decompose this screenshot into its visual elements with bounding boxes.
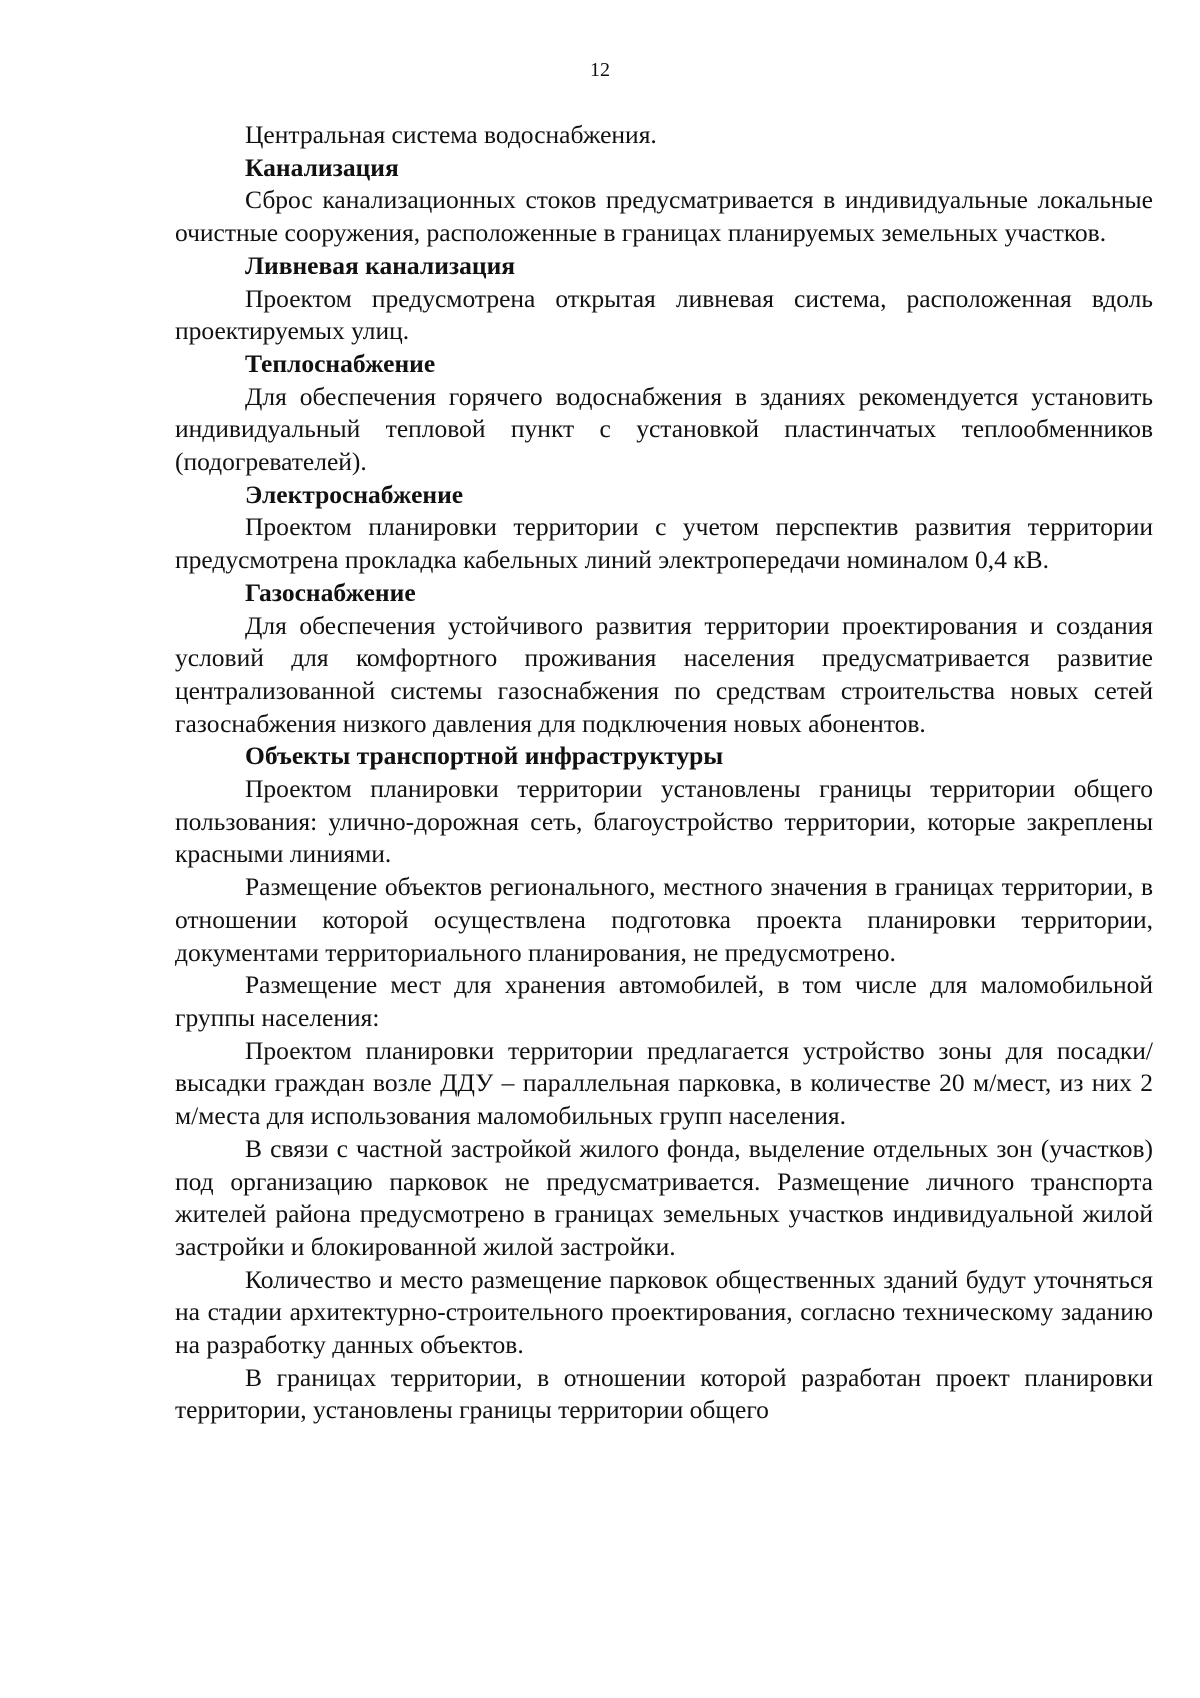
paragraph-water-supply: Центральная система водоснабжения. xyxy=(245,120,657,149)
paragraph-gas-supply: Для обеспечения устойчивого развития территории проектирования и создания условий для комфортного проживания населения предусматривается развитие централизованной системы газоснабжения по средствам строительства новых сетей газоснабжения низкого давления для подключения новых абонентов. xyxy=(175,610,1153,738)
page-number: 12 xyxy=(590,59,610,81)
paragraph-parking-places: Размещение мест для хранения автомобилей, в том числе для маломобильной группы населения: xyxy=(175,970,1153,1032)
paragraph-drop-off-zone: Проектом планировки территории предлагается устройство зоны для посадки/высадки граждан возле ДДУ – параллельная парковка, в количестве 20 м/мест, из них 2 м/места для использования маломобильных групп населения. xyxy=(175,1035,1153,1131)
paragraph-public-territory: Проектом планировки территории установлены границы территории общего пользования: улично-дорожная сеть, благоустройство территории, которые закреплены красными линиями. xyxy=(175,774,1153,869)
paragraph-storm-sewer: Проектом предусмотрена открытая ливневая система, расположенная вдоль проектируемых улиц. xyxy=(175,283,1153,346)
paragraph-public-buildings-parking: Количество и место размещение парковок общественных зданий будут уточняться на стадии архитектурно-строительного проектирования, согласно техническому заданию на разработку данных объектов. xyxy=(175,1264,1153,1360)
heading-transport-infrastructure: Объекты транспортной инфраструктуры xyxy=(245,741,724,771)
paragraph-heat-supply: Для обеспечения горячего водоснабжения в зданиях рекомендуется установить индивидуальный тепловой пункт с установкой пластинчатых теплообменников (подогревателей). xyxy=(175,381,1153,477)
paragraph-private-housing: В связи с частной застройкой жилого фонда, выделение отдельных зон (участков) под организацию парковок не предусматривается. Размещение личного транспорта жителей района предусмотрено в границах земельных участков индивидуальной жилой застройки и блокированной жилой застройки. xyxy=(175,1133,1153,1261)
heading-sewerage: Канализация xyxy=(245,152,399,182)
heading-power-supply: Электроснабжение xyxy=(245,479,464,509)
heading-storm-sewer: Ливневая канализация xyxy=(245,250,516,280)
paragraph-regional-objects: Размещение объектов регионального, местного значения в границах территории, в отношении которой осуществлена подготовка проекта планировки территории, документами территориального планирования, не предусмотрено. xyxy=(175,872,1153,967)
paragraph-sewerage: Сброс канализационных стоков предусматривается в индивидуальные локальные очистные сооружения, расположенные в границах планируемых земельных участков. xyxy=(175,185,1153,248)
heading-gas-supply: Газоснабжение xyxy=(245,577,416,607)
paragraph-power-supply: Проектом планировки территории с учетом перспектив развития территории предусмотрена прокладка кабельных линий электропередачи номиналом 0,4 кВ. xyxy=(175,512,1153,575)
paragraph-territory-boundaries: В границах территории, в отношении которой разработан проект планировки территории, установлены границы территории общего xyxy=(175,1362,1153,1425)
document-body xyxy=(175,119,1153,1427)
heading-heat-supply: Теплоснабжение xyxy=(245,348,436,378)
